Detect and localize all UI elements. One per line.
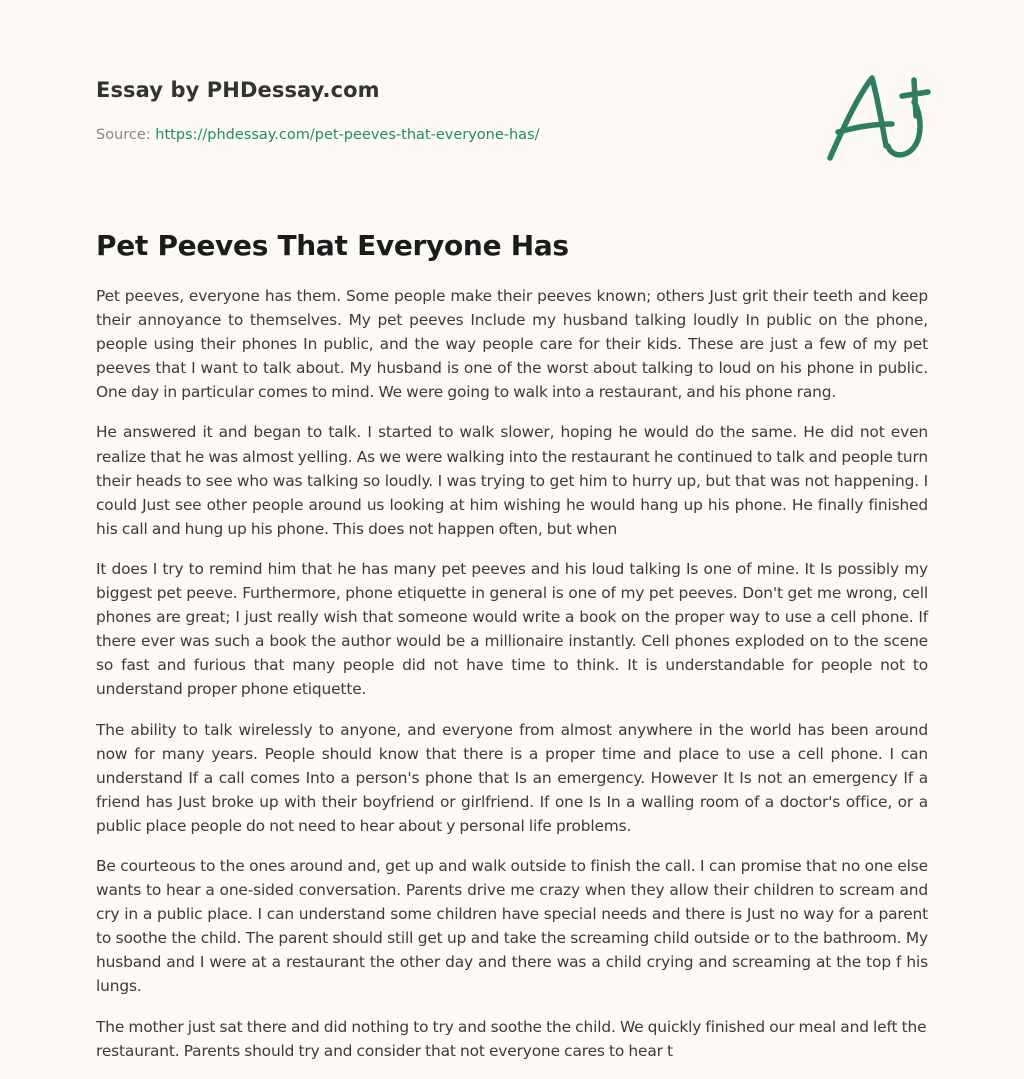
essay-paragraph: He answered it and began to talk. I started to walk slower, hoping he would do the same. He did not even realize that he was almost yelling. As we were walking into the restaurant he continued to talk and people turn their heads to see who was talking so loudly. I was trying to get him to hurry up, but that was not happening. I could Just see other people around us looking at him wishing he would hang up his phone. He finally finished his call and hung up his phone. This does not happen often, but when xyxy=(96,423,928,538)
a-plus-grade-icon xyxy=(822,66,932,166)
essay-title: Pet Peeves That Everyone Has xyxy=(96,229,569,262)
essay-header xyxy=(96,76,796,145)
essay-body xyxy=(96,284,928,1079)
essay-paragraph: The mother just sat there and did nothing to try and soothe the child. We quickly finished our meal and left the restaurant. Parents should try and consider that not everyone cares to hear t xyxy=(96,1017,927,1060)
source-link[interactable]: https://phdessay.com/pet-peeves-that-everyone-has/ xyxy=(155,127,540,143)
essay-paragraph: Be courteous to the ones around and, get up and walk outside to finish the call. I can promise that no one else wants to hear a one-sided conversation. Parents drive me crazy when they allow their children to scream and cry in a public place. I can understand some children have special needs and there is Just no way for a parent to soothe the child. The parent should still get up and take the screaming child outside or to the bathroom. My husband and I were at a restaurant the other day and there was a child crying and screaming at the top f his lungs. xyxy=(96,856,928,996)
source-label: Source: xyxy=(96,127,151,143)
essay-paragraph: Pet peeves, everyone has them. Some people make their peeves known; others Just grit their teeth and keep their annoyance to themselves. My pet peeves Include my husband talking loudly In public on the phone, people using their phones In public, and the way people care for their kids. These are just a few of my pet peeves that I want to talk about. My husband is one of the worst about talking to loud on his phone in public. One day in particular comes to mind. We were going to walk into a restaurant, and his phone rang. xyxy=(96,287,928,402)
essay-paragraph: The ability to talk wirelessly to anyone, and everyone from almost anywhere in the world has been around now for many years. People should know that there is a proper time and place to use a cell phone. I can understand If a call comes Into a person's phone that Is an emergency. However It Is not an emergency If a friend has Just broke up with their boyfriend or girlfriend. If one Is In a walling room of a doctor's office, or a public place people do not need to hear about y personal life problems. xyxy=(96,720,928,835)
source-line xyxy=(96,125,796,145)
essay-paragraph: It does I try to remind him that he has many pet peeves and his loud talking Is one of mine. It Is possibly my biggest pet peeve. Furthermore, phone etiquette in general is one of my pet peeves. Don't get me wrong, cell phones are great; I just really wish that someone would write a book on the proper way to use a cell phone. If there ever was such a book the author would be a millionaire instantly. Cell phones exploded on to the scene so fast and furious that many people did not have time to think. It is understandable for people not to understand proper phone etiquette. xyxy=(96,559,928,699)
brand-title: Essay by PHDessay.com xyxy=(96,78,380,102)
